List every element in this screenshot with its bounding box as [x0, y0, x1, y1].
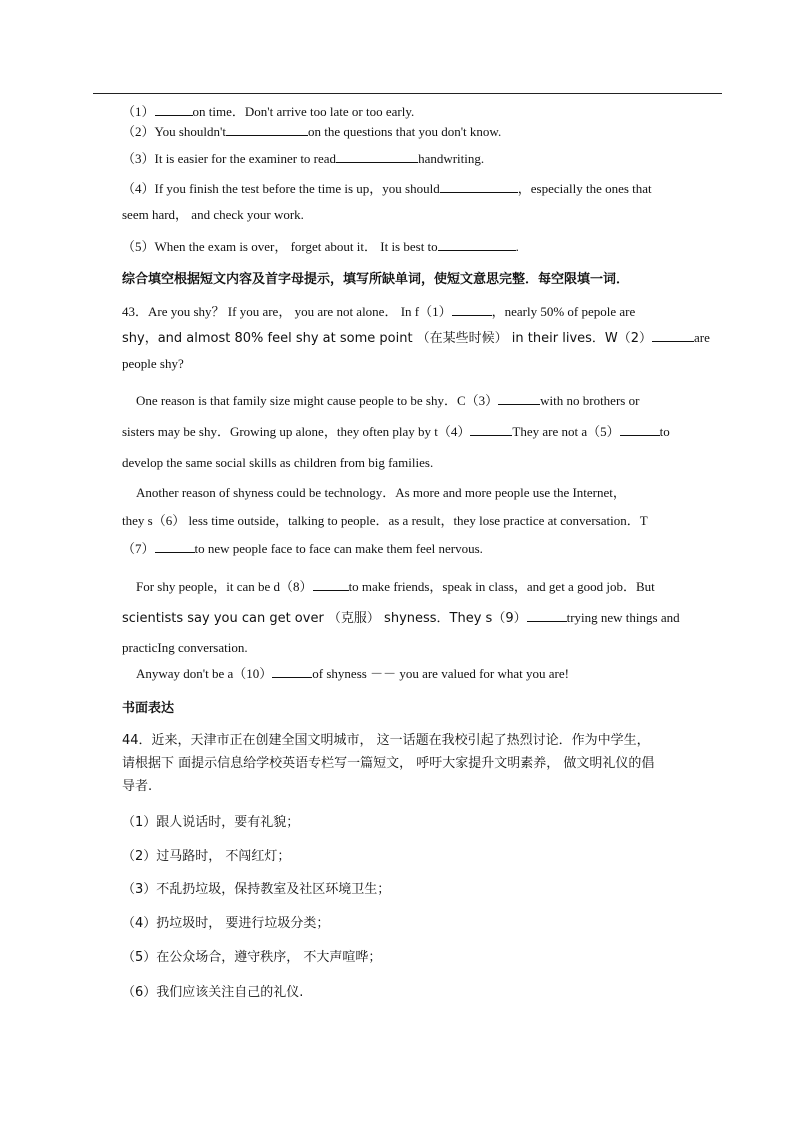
- cloze-p4-line1: For shy people，it can be d（8） to make friends，speak in class，and get a good job．But: [136, 579, 655, 594]
- item-5: （5）When the exam is over， forget about it． It is best to .: [122, 239, 519, 254]
- cloze-p1-line2: shy，and almost 80% feel shy at some point （在某些时候） in their lives．W（2） are: [122, 330, 710, 346]
- cloze-p1-line1: 43．Are you shy？ If you are， you are not alone． In f（1） ，nearly 50% of pepole are: [122, 304, 636, 319]
- cloze-p3-line2: they s（6） less time outside，talking to people．as a result，they lose practice at conversation．T: [122, 513, 648, 528]
- blank: [336, 151, 418, 163]
- cloze-p2-line3: develop the same social skills as children from big families.: [122, 455, 434, 470]
- cloze-heading: 综合填空根据短文内容及首字母提示，填写所缺单词，使短文意思完整．每空限填一词．: [122, 272, 630, 287]
- blank: [527, 610, 567, 622]
- blank: [620, 424, 660, 436]
- blank: [440, 181, 518, 193]
- blank: [313, 579, 349, 591]
- writing-item-2: （2）过马路时， 不闯红灯；: [122, 849, 291, 864]
- blank: [226, 124, 308, 136]
- writing-item-1: （1）跟人说话时，要有礼貌；: [122, 815, 300, 830]
- writing-heading: 书面表达: [122, 701, 175, 716]
- writing-prompt-line2: 请根据下 面提示信息给学校英语专栏写一篇短文， 呼吁大家提升文明素养， 做文明礼仪的倡: [122, 756, 655, 771]
- blank: [652, 330, 694, 342]
- writing-prompt-line1: 44．近来，天津市正在创建全国文明城市， 这一话题在我校引起了热烈讨论．作为中学生，: [122, 733, 650, 748]
- blank: [438, 239, 516, 251]
- writing-item-4: （4）扔垃圾时， 要进行垃圾分类；: [122, 916, 330, 931]
- cloze-p5-line1: Anyway don't be a（10） of shyness －－ you are valued for what you are!: [136, 666, 569, 681]
- item-3: （3）It is easier for the examiner to read handwriting.: [122, 151, 485, 166]
- blank: [498, 393, 540, 405]
- cloze-p3-line3: （7） to new people face to face can make them feel nervous.: [122, 541, 483, 556]
- header-rule: [93, 93, 722, 94]
- blank: [470, 424, 512, 436]
- writing-item-6: （6）我们应该关注自己的礼仪.: [122, 985, 304, 1000]
- item-4: （4）If you finish the test before the time is up，you should ，especially the ones that: [122, 181, 652, 196]
- item-4-cont: seem hard， and check your work.: [122, 207, 304, 222]
- blank: [272, 666, 312, 678]
- item-1: （1） on time．Don't arrive too late or too early.: [122, 104, 415, 119]
- cloze-p2-line2: sisters may be shy．Growing up alone，they often play by t（4） They are not a（5） to: [122, 424, 670, 439]
- writing-item-3: （3）不乱扔垃圾，保持教室及社区环境卫生；: [122, 882, 391, 897]
- cloze-p2-line1: One reason is that family size might cause people to be shy．C（3） with no brothers or: [136, 393, 640, 408]
- blank: [155, 541, 195, 553]
- blank: [155, 104, 193, 116]
- cloze-p4-line2: scientists say you can get over （克服） shyness．They s（9） trying new things and: [122, 610, 680, 626]
- writing-item-5: （5）在公众场合，遵守秩序， 不大声喧哗；: [122, 950, 382, 965]
- cloze-p3-line1: Another reason of shyness could be technology．As more and more people use the Internet，: [136, 485, 626, 500]
- cloze-p4-line3: practicIng conversation.: [122, 640, 248, 655]
- item-2: （2）You shouldn't on the questions that you don't know.: [122, 124, 502, 139]
- blank: [452, 304, 492, 316]
- writing-prompt-line3: 导者.: [122, 779, 153, 794]
- cloze-p1-line3: people shy?: [122, 356, 184, 371]
